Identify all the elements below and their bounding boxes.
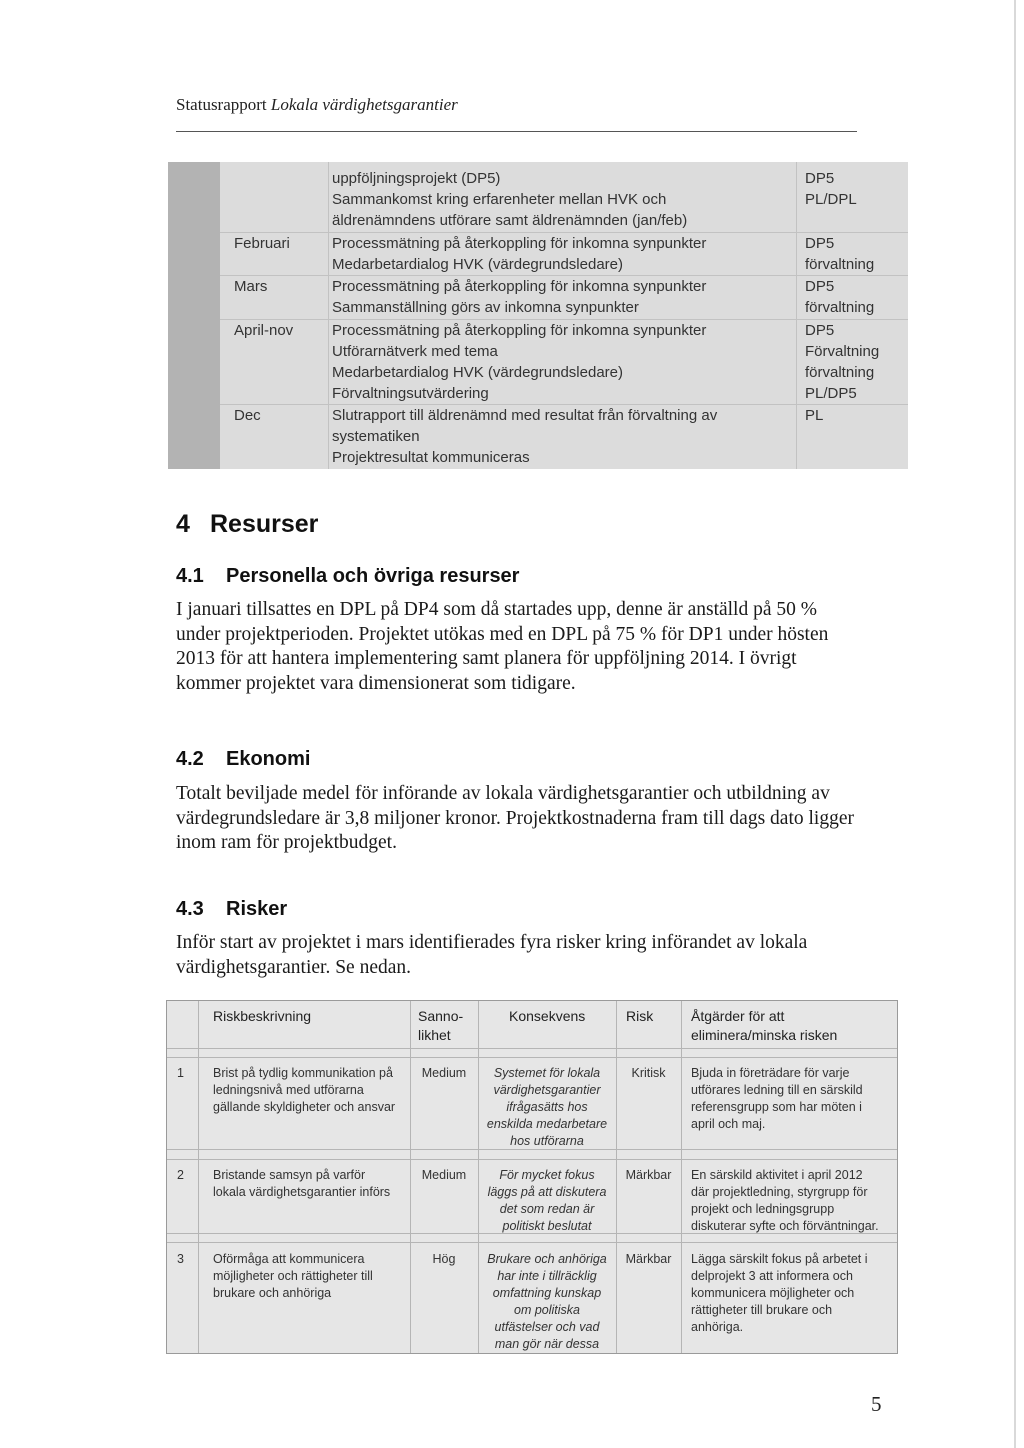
risk-text-line: man gör när dessa <box>494 1337 600 1351</box>
risk-text-line: projekt och ledningsgrupp <box>691 1202 835 1216</box>
schedule-activity: Projektresultat kommuniceras <box>332 449 530 466</box>
running-header <box>176 95 458 115</box>
paragraph-line: Inför start av projektet i mars identifierades fyra risker kring införandet av lokala <box>176 932 808 953</box>
risk-likelihood: Medium <box>421 1066 467 1080</box>
risk-text-line: Bristande samsyn på varför <box>213 1168 366 1182</box>
paragraph-line: kommer projektet vara dimensionerat som tidigare. <box>176 672 576 694</box>
schedule-activity: uppföljningsprojekt (DP5) <box>332 170 501 187</box>
schedule-activity: Förvaltningsutvärdering <box>332 385 489 402</box>
schedule-activity: systematiken <box>332 428 420 445</box>
risk-text-line: hos utförarna <box>510 1134 584 1148</box>
schedule-responsible: DP5 <box>805 235 835 252</box>
risk-level: Kritisk <box>631 1066 666 1080</box>
risk-text-line: ledningsnivå med utförarna <box>213 1083 364 1097</box>
risk-text-line: Bjuda in företrädare för varje <box>691 1066 850 1080</box>
schedule-activity: Sammankomst kring erfarenheter mellan HVK och <box>332 191 667 208</box>
risk-text-line: För mycket fokus <box>499 1168 595 1182</box>
risk-likelihood: Medium <box>421 1168 467 1182</box>
subsection-heading <box>176 898 287 921</box>
risk-text-line: där projektledning, styrgrupp för <box>691 1185 868 1199</box>
risk-text-line: diskuterar syfte och förväntningar. <box>691 1219 879 1233</box>
subsection-number: 4.2 <box>176 748 204 770</box>
risk-text-line: om politiska <box>514 1303 580 1317</box>
risk-text-line: politiskt beslutat <box>502 1219 592 1233</box>
risk-header-consequence: Konsekvens <box>509 1008 586 1024</box>
risk-consequence <box>478 1167 616 1235</box>
schedule-activity: Medarbetardialog HVK (värdegrundsledare) <box>332 256 623 273</box>
risk-text-line: omfattning kunskap <box>492 1286 602 1300</box>
schedule-responsible: PL/DP5 <box>805 385 857 402</box>
subsection-heading <box>176 565 519 588</box>
risk-description <box>213 1251 408 1302</box>
risk-header-actions <box>691 1007 837 1045</box>
risk-description <box>213 1167 408 1201</box>
risk-text-line: det som redan är <box>499 1202 595 1216</box>
risk-text-line: Lägga särskilt fokus på arbetet i <box>691 1252 868 1266</box>
schedule-activity: Slutrapport till äldrenämnd med resultat från förvaltning av <box>332 407 718 424</box>
risk-header-line: Sanno- <box>418 1008 464 1024</box>
paragraph-line: 2013 för att hantera implementering samt planera för uppföljning 2014. I övrigt <box>176 648 797 669</box>
paragraph-line: värdighetsgarantier. Se nedan. <box>176 956 411 978</box>
risk-header-line: Åtgärder för att <box>691 1008 785 1024</box>
risk-table-divider <box>167 1159 897 1160</box>
subsection-title: Risker <box>226 898 288 920</box>
schedule-responsible: Förvaltning <box>805 343 880 360</box>
risk-row-number: 3 <box>177 1252 184 1266</box>
page-edge <box>1014 0 1016 1448</box>
schedule-activity: Processmätning på återkoppling för inkomna synpunkter <box>332 235 707 252</box>
risk-text-line: ifrågasätts hos <box>506 1100 588 1114</box>
risk-text-line: Brukare och anhöriga <box>487 1252 607 1266</box>
subsection-title: Personella och övriga resurser <box>226 565 520 587</box>
page-number: 5 <box>871 1392 882 1416</box>
section-heading <box>176 510 318 539</box>
risk-text-line: möjligheter och rättigheter till <box>213 1269 373 1283</box>
risk-text-line: utfästelser och vad <box>494 1320 600 1334</box>
risk-text-line: gällande skyldigheter och ansvar <box>213 1100 396 1114</box>
risk-table-divider <box>681 1001 682 1353</box>
schedule-activity: Utförarnätverk med tema <box>332 343 498 360</box>
risk-likelihood: Hög <box>432 1252 456 1266</box>
section-number: 4 <box>176 510 190 538</box>
risk-text-line: enskilda medarbetare <box>486 1117 608 1131</box>
schedule-responsible: DP5 <box>805 278 835 295</box>
risk-row-number: 2 <box>177 1168 184 1182</box>
paragraph-resources <box>176 598 876 696</box>
risk-actions <box>691 1251 895 1336</box>
risk-level: Märkbar <box>625 1168 672 1182</box>
risk-text-line: referensgrupp som har möten i <box>691 1100 862 1114</box>
risk-header-likelihood <box>418 1007 463 1045</box>
risk-header-description: Riskbeskrivning <box>213 1008 312 1024</box>
risk-text-line: läggs på att diskutera <box>487 1185 607 1199</box>
risk-consequence <box>478 1251 616 1353</box>
risk-description <box>213 1065 408 1116</box>
risk-text-line: delprojekt 3 att informera och <box>691 1269 853 1283</box>
header-subtitle: Lokala värdighetsgarantier <box>270 95 458 114</box>
risk-header-risk: Risk <box>626 1008 654 1024</box>
subsection-number: 4.1 <box>176 565 204 587</box>
paragraph-line: värdegrundsledare är 3,8 miljoner kronor. Projektkostnaderna fram till dags dato ligger <box>176 807 854 829</box>
schedule-responsible: PL <box>805 407 824 424</box>
risk-actions <box>691 1065 895 1133</box>
risk-text-line: anhöriga. <box>691 1320 744 1334</box>
subsection-title: Ekonomi <box>226 748 311 770</box>
schedule-responsible: DP5 <box>805 170 835 187</box>
risk-text-line: En särskild aktivitet i april 2012 <box>691 1168 863 1182</box>
schedule-responsible: förvaltning <box>805 256 875 273</box>
schedule-month: Mars <box>234 278 268 295</box>
schedule-responsible: förvaltning <box>805 364 875 381</box>
schedule-responsible: förvaltning <box>805 299 875 316</box>
paragraph-economy <box>176 782 876 856</box>
schedule-activity: Processmätning på återkoppling för inkomna synpunkter <box>332 322 707 339</box>
risk-level: Märkbar <box>625 1252 672 1266</box>
paragraph-line: I januari tillsattes en DPL på DP4 som då startades upp, denne är anställd på 50 % <box>176 599 817 620</box>
risk-text-line: Systemet för lokala <box>493 1066 601 1080</box>
paragraph-line: under projektperioden. Projektet utökas med en DPL på 75 % för DP1 under hösten <box>176 623 829 645</box>
subsection-heading <box>176 748 310 771</box>
section-title: Resurser <box>210 510 319 538</box>
paragraph-line: Totalt beviljade medel för införande av lokala värdighetsgarantier och utbildning av <box>176 783 830 804</box>
risk-text-line: lokala värdighetsgarantier införs <box>213 1185 391 1199</box>
risk-text-line: april och maj. <box>691 1117 766 1131</box>
risk-actions <box>691 1167 895 1235</box>
risk-text-line: kommunicera möjligheter och <box>691 1286 855 1300</box>
risk-text-line: har inte i tillräcklig <box>497 1269 597 1283</box>
risk-table-divider <box>198 1001 199 1353</box>
risk-consequence <box>478 1065 616 1150</box>
risk-row-number: 1 <box>177 1066 184 1080</box>
risk-text-line: värdighetsgarantier <box>493 1083 601 1097</box>
risk-table <box>166 1000 898 1354</box>
schedule-activity: Medarbetardialog HVK (värdegrundsledare) <box>332 364 623 381</box>
header-rule <box>176 131 857 132</box>
schedule-month: April-nov <box>234 322 294 339</box>
risk-text-line: Oförmåga att kommunicera <box>213 1252 365 1266</box>
schedule-activity: äldrenämndens utförare samt äldrenämnden (jan/feb) <box>332 212 688 229</box>
schedule-column-divider <box>328 162 329 469</box>
risk-table-divider <box>167 1057 897 1058</box>
schedule-stripe <box>168 162 220 469</box>
paragraph-risks <box>176 931 876 980</box>
paragraph-line: inom ram för projektbudget. <box>176 832 397 853</box>
schedule-activity: Processmätning på återkoppling för inkomna synpunkter <box>332 278 707 295</box>
subsection-number: 4.3 <box>176 898 204 920</box>
risk-header-line: eliminera/minska risken <box>691 1027 838 1043</box>
schedule-responsible: DP5 <box>805 322 835 339</box>
risk-header-line: likhet <box>418 1027 451 1043</box>
schedule-activity: Sammanställning görs av inkomna synpunkter <box>332 299 639 316</box>
risk-text-line: utförares ledning till en särskild <box>691 1083 863 1097</box>
risk-text-line: brukare och anhöriga <box>213 1286 332 1300</box>
risk-table-divider <box>167 1048 897 1049</box>
risk-table-divider <box>167 1242 897 1243</box>
header-title: Statusrapport <box>176 95 267 114</box>
schedule-month: Dec <box>234 407 261 424</box>
schedule-table <box>168 162 908 469</box>
risk-text-line: Brist på tydlig kommunikation på <box>213 1066 393 1080</box>
risk-text-line: rättigheter till brukare och <box>691 1303 833 1317</box>
schedule-responsible: PL/DPL <box>805 191 857 208</box>
schedule-month: Februari <box>234 235 290 252</box>
